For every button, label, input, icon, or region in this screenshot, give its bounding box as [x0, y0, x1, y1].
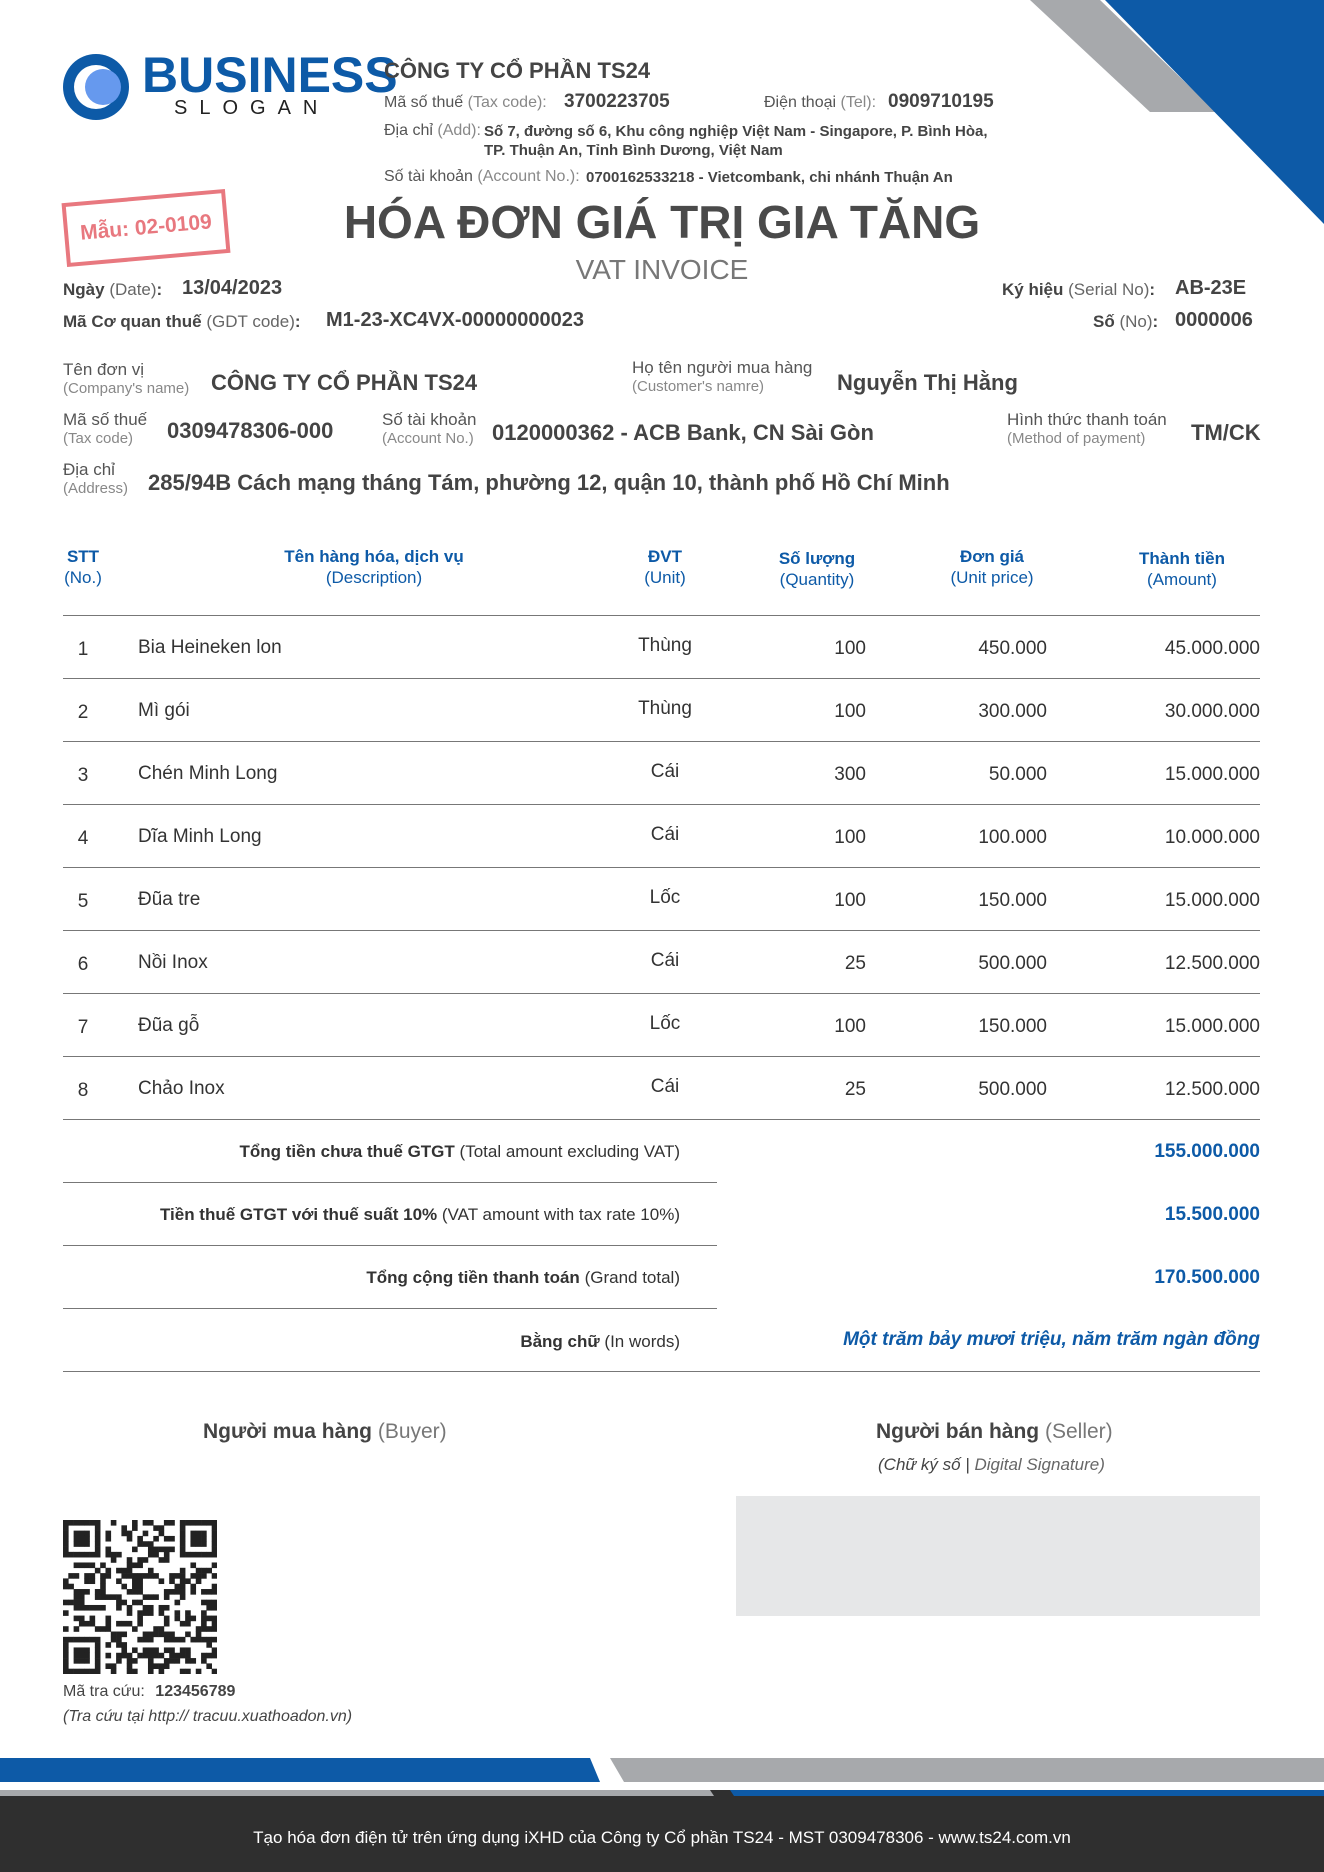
table-row-rule	[63, 930, 1260, 931]
col-header-no-en: (No.)	[64, 568, 102, 587]
col-header-no-vi: STT	[66, 547, 100, 566]
buyer-tax-label-block	[63, 410, 147, 448]
seller-tel: 0909710195	[888, 91, 994, 112]
number-label-en: (No)	[1119, 312, 1153, 331]
date-label: Ngày	[63, 280, 105, 299]
row-unit-price: 450.000	[978, 638, 1047, 659]
row-amount: 15.000.000	[1164, 764, 1260, 785]
buyer-account-label: Số tài khoản	[382, 410, 477, 429]
vat-label-vi: Tiền thuế GTGT với thuế suất 10%	[159, 1205, 438, 1224]
row-unit-price: 150.000	[978, 890, 1047, 911]
buyer-signature-en: (Buyer)	[377, 1420, 447, 1443]
customer-label: Họ tên người mua hàng	[632, 358, 813, 377]
row-unit: Cái	[650, 761, 680, 782]
in-words-label-vi: Bằng chữ	[520, 1332, 600, 1351]
row-amount: 10.000.000	[1164, 827, 1260, 848]
seller-tel-label: Điện thoại	[764, 94, 837, 111]
subtotal-label-vi: Tổng tiền chưa thuế GTGT	[239, 1142, 455, 1161]
totals-divider	[63, 1308, 717, 1309]
serial-label-row	[1002, 280, 1155, 300]
lookup-code-row	[63, 1683, 235, 1701]
row-description: Bia Heineken lon	[138, 637, 282, 658]
buyer-signature-vi: Người mua hàng	[203, 1420, 372, 1443]
table-header-rule	[63, 615, 1260, 616]
row-unit-price: 100.000	[978, 827, 1047, 848]
digital-signature-note	[878, 1455, 1105, 1475]
col-header-quantity-vi: Số lượng	[778, 549, 856, 568]
footer-text: Tạo hóa đơn điện tử trên ứng dụng iXHD của Công ty Cổ phần TS24 - MST 0309478306 - www.ts24.com.vn	[253, 1828, 1071, 1847]
number-label-row	[1093, 312, 1158, 332]
grand-total-label-vi: Tổng cộng tiền thanh toán	[366, 1268, 580, 1287]
row-quantity: 100	[834, 701, 866, 722]
col-header-description-vi: Tên hàng hóa, dịch vụ	[284, 547, 464, 566]
seller-company-name: CÔNG TY CỔ PHẦN TS24	[384, 58, 651, 83]
serial-label-en: (Serial No)	[1068, 280, 1150, 299]
in-words-value: Một trăm bảy mươi triệu, năm trăm ngàn đồng	[843, 1329, 1260, 1350]
table-row-rule	[63, 804, 1260, 805]
buyer-tax-label: Mã số thuế	[63, 410, 148, 429]
number-colon: :	[1152, 312, 1159, 331]
seller-address-label-en: (Add):	[437, 122, 481, 139]
col-header-amount-en: (Amount)	[1147, 570, 1217, 589]
gdt-label-en: (GDT code)	[206, 312, 295, 331]
seller-signature-en: (Seller)	[1044, 1420, 1113, 1443]
row-no: 1	[77, 639, 89, 660]
seller-account-label-row	[384, 168, 580, 186]
col-header-unit-price	[922, 546, 1062, 588]
buyer-tax-code: 0309478306-000	[167, 418, 334, 443]
seller-tel-row	[764, 94, 876, 112]
serial-label: Ký hiệu	[1002, 280, 1064, 299]
row-quantity: 100	[834, 1016, 866, 1037]
row-quantity: 300	[834, 764, 866, 785]
gdt-code: M1-23-XC4VX-00000000023	[326, 309, 584, 331]
seller-signature-heading	[876, 1420, 1113, 1444]
row-description: Đũa gỗ	[138, 1015, 200, 1036]
subtotal-label	[63, 1142, 680, 1162]
number-label: Số	[1093, 312, 1115, 331]
row-unit: Cái	[650, 950, 680, 971]
seller-account: 0700162533218 - Vietcombank, chi nhánh Thuận An	[586, 169, 953, 186]
vat-label	[63, 1205, 680, 1225]
table-row-rule	[63, 678, 1260, 679]
row-amount: 15.000.000	[1164, 890, 1260, 911]
qr-code	[63, 1520, 217, 1679]
subtotal-label-en: (Total amount excluding VAT)	[459, 1142, 680, 1161]
invoice-number: 0000006	[1175, 309, 1253, 331]
row-no: 5	[77, 891, 89, 912]
buyer-account-label-block	[382, 410, 477, 448]
row-unit: Thùng	[638, 635, 692, 656]
form-stamp: Mẫu: 02-0109	[62, 189, 231, 267]
seller-tax-code-label-en: (Tax code):	[467, 94, 547, 111]
totals-divider	[63, 1245, 717, 1246]
in-words-label-en: (In words)	[604, 1332, 680, 1351]
customer-name: Nguyễn Thị Hằng	[837, 370, 1018, 395]
row-quantity: 100	[834, 827, 866, 848]
seller-address-label: Địa chỉ	[384, 122, 433, 139]
vat-label-en: (VAT amount with tax rate 10%)	[441, 1205, 680, 1224]
row-description: Đũa tre	[138, 889, 201, 910]
table-row-rule	[63, 993, 1260, 994]
row-unit: Lốc	[649, 1013, 681, 1034]
col-header-amount-vi: Thành tiền	[1139, 549, 1225, 568]
row-description: Chén Minh Long	[138, 763, 278, 784]
logo-slogan: SLOGAN	[174, 97, 330, 119]
row-no: 6	[77, 954, 89, 975]
row-no: 2	[77, 702, 89, 723]
buyer-company-label: Tên đơn vị	[63, 360, 145, 379]
row-quantity: 100	[834, 638, 866, 659]
col-header-quantity	[757, 548, 877, 590]
seller-address-line1: Số 7, đường số 6, Khu công nghiệp Việt Nam - Singapore, P. Bình Hòa,	[484, 123, 988, 140]
col-header-unit-price-en: (Unit price)	[950, 568, 1034, 587]
digital-signature-vi: (Chữ ký số |	[878, 1455, 970, 1474]
row-unit-price: 50.000	[988, 764, 1047, 785]
row-amount: 12.500.000	[1164, 1079, 1260, 1100]
row-unit: Cái	[650, 1076, 680, 1097]
table-row-rule	[63, 867, 1260, 868]
row-amount: 30.000.000	[1164, 701, 1260, 722]
payment-method: TM/CK	[1191, 420, 1261, 445]
row-unit-price: 500.000	[978, 953, 1047, 974]
invoice-date: 13/04/2023	[182, 277, 283, 299]
col-header-unit-en: (Unit)	[644, 568, 686, 587]
grand-total-label	[63, 1268, 680, 1288]
row-amount: 12.500.000	[1164, 953, 1260, 974]
row-unit: Thùng	[638, 698, 692, 719]
seller-tax-code-row	[384, 94, 547, 112]
seller-address-label-row	[384, 122, 481, 140]
row-quantity: 25	[844, 1079, 866, 1100]
customer-label-en: (Customer's namre)	[632, 378, 765, 395]
row-unit: Lốc	[649, 887, 681, 908]
row-unit-price: 150.000	[978, 1016, 1047, 1037]
buyer-tax-label-en: (Tax code)	[63, 430, 134, 447]
buyer-address: 285/94B Cách mạng tháng Tám, phường 12, quận 10, thành phố Hồ Chí Minh	[148, 470, 950, 495]
lookup-note: (Tra cứu tại http:// tracuu.xuathoadon.vn)	[63, 1708, 353, 1725]
seller-account-label-en: (Account No.):	[477, 168, 580, 185]
gdt-colon: :	[294, 312, 301, 331]
payment-label-en: (Method of payment)	[1007, 430, 1146, 447]
buyer-company-label-en: (Company's name)	[63, 380, 190, 397]
buyer-address-label-en: (Address)	[63, 480, 129, 497]
gdt-label: Mã Cơ quan thuế	[63, 312, 202, 331]
row-description: Dĩa Minh Long	[138, 826, 262, 847]
row-unit-price: 300.000	[978, 701, 1047, 722]
digital-signature-en: Digital Signature)	[974, 1455, 1105, 1474]
col-header-quantity-en: (Quantity)	[779, 570, 855, 589]
seller-tax-code: 3700223705	[564, 91, 670, 112]
row-description: Mì gói	[138, 700, 190, 721]
row-no: 3	[77, 765, 89, 786]
corner-decoration-top	[1030, 0, 1324, 224]
invoice-subtitle: VAT INVOICE	[575, 254, 749, 285]
in-words-label	[63, 1332, 680, 1352]
totals-divider	[63, 1182, 717, 1183]
row-description: Nồi Inox	[138, 952, 208, 973]
row-unit-price: 500.000	[978, 1079, 1047, 1100]
col-header-description	[224, 546, 524, 588]
seller-account-label: Số tài khoản	[384, 168, 473, 185]
buyer-account: 0120000362 - ACB Bank, CN Sài Gòn	[492, 420, 874, 445]
row-no: 7	[77, 1017, 89, 1038]
payment-label-block	[1007, 410, 1167, 448]
digital-signature-box	[736, 1496, 1260, 1616]
row-unit: Cái	[650, 824, 680, 845]
col-header-unit-price-vi: Đơn giá	[959, 547, 1025, 566]
serial-no: AB-23E	[1175, 277, 1247, 299]
col-header-no	[43, 546, 123, 588]
col-header-unit-vi: ĐVT	[648, 547, 682, 566]
date-label-en: (Date)	[109, 280, 157, 299]
payment-label: Hình thức thanh toán	[1007, 410, 1167, 429]
buyer-company-label-block	[63, 360, 189, 398]
row-amount: 15.000.000	[1164, 1016, 1260, 1037]
lookup-code: 123456789	[155, 1683, 236, 1700]
table-row-rule	[63, 741, 1260, 742]
customer-label-block	[632, 358, 812, 396]
vat-value: 15.500.000	[1164, 1204, 1260, 1225]
date-label-row	[63, 280, 162, 300]
row-no: 8	[77, 1080, 89, 1101]
logo-mark	[63, 54, 129, 125]
buyer-address-label: Địa chỉ	[63, 460, 115, 479]
row-quantity: 100	[834, 890, 866, 911]
seller-tax-code-label: Mã số thuế	[384, 94, 464, 111]
col-header-description-en: (Description)	[325, 568, 423, 587]
col-header-amount	[1112, 548, 1252, 590]
grand-total-value: 170.500.000	[1154, 1267, 1260, 1288]
table-row-rule	[63, 1119, 1260, 1120]
totals-bottom-rule	[63, 1371, 1260, 1372]
lookup-code-label: Mã tra cứu:	[63, 1683, 145, 1700]
col-header-unit	[605, 546, 725, 588]
buyer-company-name: CÔNG TY CỔ PHẦN TS24	[211, 370, 478, 395]
row-amount: 45.000.000	[1164, 638, 1260, 659]
row-description: Chảo Inox	[138, 1078, 225, 1099]
serial-colon: :	[1149, 280, 1156, 299]
seller-tel-label-en: (Tel):	[840, 94, 877, 111]
seller-signature-vi: Người bán hàng	[876, 1420, 1040, 1443]
row-quantity: 25	[844, 953, 866, 974]
logo-wordmark: BUSINESS	[142, 47, 398, 103]
seller-address-line2: TP. Thuận An, Tỉnh Bình Dương, Việt Nam	[484, 142, 783, 159]
grand-total-label-en: (Grand total)	[584, 1268, 680, 1287]
invoice-title: HÓA ĐƠN GIÁ TRỊ GIA TĂNG	[343, 196, 981, 248]
buyer-address-label-block	[63, 460, 128, 498]
gdt-label-row	[63, 312, 301, 332]
buyer-signature-heading	[203, 1420, 447, 1444]
table-row-rule	[63, 1056, 1260, 1057]
subtotal-value: 155.000.000	[1154, 1141, 1260, 1162]
buyer-account-label-en: (Account No.)	[382, 430, 474, 447]
date-colon: :	[156, 280, 163, 299]
row-no: 4	[77, 828, 89, 849]
